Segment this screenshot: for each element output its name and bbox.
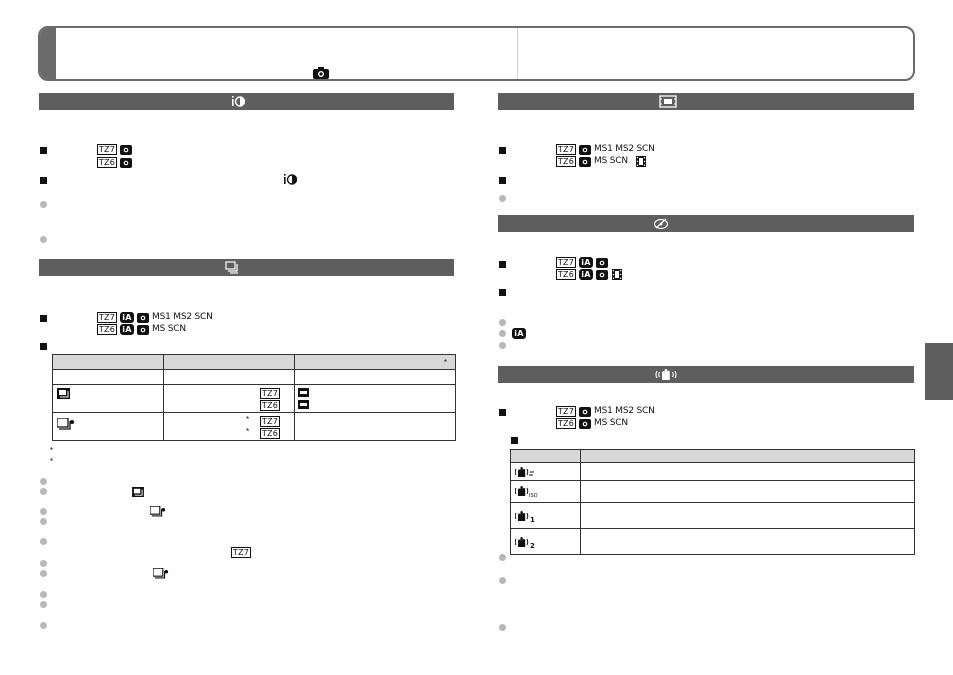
table-cell (53, 385, 164, 413)
bullet-dot (40, 478, 47, 485)
focus-fixed-icon (298, 400, 309, 409)
ia-mode-icon: iA (120, 324, 134, 335)
model-badge-tz7: TZ7 (98, 313, 116, 322)
model-badge-tz6: TZ6 (557, 157, 575, 166)
camera-icon (120, 144, 132, 155)
burst-icon (132, 487, 144, 497)
intelligent-exposure-icon (283, 173, 297, 186)
camera-icon (137, 324, 149, 335)
digital-zoom-icon (659, 95, 677, 108)
mode-list: MS1 MS2 SCN (594, 144, 655, 154)
header-tab (40, 28, 56, 79)
bullet-dot (40, 508, 47, 515)
section-bar-burst (39, 259, 454, 276)
camera-icon (579, 156, 591, 167)
mode-list: MS SCN (594, 156, 628, 166)
footnote-asterisk: * (246, 415, 250, 424)
header-divider (517, 28, 518, 79)
table-header-cell (581, 450, 915, 463)
stabilizer-auto-icon (515, 485, 539, 498)
model-badge-tz6: TZ6 (98, 325, 116, 334)
stabilizer-mode-table (510, 449, 915, 555)
footnote-asterisk: * (50, 446, 54, 455)
camera-icon (579, 418, 591, 429)
bullet-dot (40, 601, 47, 608)
bullet-square (40, 343, 47, 350)
mode-list: MS1 MS2 SCN (152, 312, 213, 322)
table-cell (511, 481, 581, 503)
burst-icon (225, 261, 239, 274)
bullet-square (40, 315, 47, 322)
bullet-dot (499, 342, 506, 349)
motion-picture-icon (636, 156, 646, 167)
svg-text:2: 2 (530, 542, 535, 548)
ia-mode-icon: iA (120, 312, 134, 323)
ia-mode-icon: iA (512, 328, 526, 339)
bullet-dot (499, 330, 506, 337)
table-header-cell (53, 355, 164, 370)
chapter-tab (925, 343, 953, 400)
table-cell (511, 529, 581, 555)
table-cell (295, 413, 456, 441)
bullet-dot (40, 622, 47, 629)
motion-picture-icon (612, 269, 622, 280)
model-badge-tz7: TZ7 (232, 548, 250, 557)
model-badge-tz7: TZ7 (98, 145, 116, 154)
camera-icon (596, 269, 608, 280)
model-badge-tz7: TZ7 (261, 389, 279, 398)
model-badge-tz7: TZ7 (557, 258, 575, 267)
footnote-asterisk: * (50, 457, 54, 466)
model-badge-tz6: TZ6 (261, 429, 279, 438)
burst-auto-icon (150, 506, 166, 517)
burst-auto-icon (57, 418, 75, 430)
stabilizer-mode1-icon (515, 510, 537, 522)
bullet-dot (40, 236, 47, 243)
table-cell (511, 503, 581, 529)
stabilizer-auto-icon (515, 466, 539, 478)
table-cell (295, 370, 456, 385)
intelligent-exposure-icon (231, 95, 245, 108)
burst-auto-icon (153, 568, 169, 579)
model-badge-tz7: TZ7 (261, 417, 279, 426)
bullet-dot (40, 518, 47, 525)
camera-icon (579, 144, 591, 155)
camera-icon (313, 67, 329, 79)
model-badge-tz6: TZ6 (557, 419, 575, 428)
ia-mode-icon: iA (579, 257, 593, 268)
page-header-frame (38, 26, 915, 81)
bullet-dot (40, 538, 47, 545)
af-assist-icon (653, 217, 669, 230)
bullet-square (499, 289, 506, 296)
section-bar-stabilizer (498, 366, 914, 383)
table-cell (53, 370, 164, 385)
table-cell (581, 529, 915, 555)
burst-settings-table (52, 354, 456, 441)
camera-icon (596, 257, 608, 268)
mode-list: MS1 MS2 SCN (594, 406, 655, 416)
mode-list: MS SCN (152, 324, 186, 334)
section-bar-intelligent-exposure (39, 93, 454, 110)
bullet-dot (40, 591, 47, 598)
bullet-dot (499, 577, 506, 584)
table-cell (164, 413, 295, 441)
section-bar-af-assist-lamp (498, 215, 914, 232)
bullet-dot (499, 195, 506, 202)
table-cell (164, 385, 295, 413)
bullet-square (499, 147, 506, 154)
stabilizer-mode2-icon (515, 536, 537, 548)
svg-text:1: 1 (530, 516, 535, 522)
bullet-dot (499, 554, 506, 561)
table-header-cell (164, 355, 295, 370)
bullet-dot (40, 201, 47, 208)
bullet-dot (40, 570, 47, 577)
bullet-square (511, 437, 518, 444)
footnote-asterisk: * (443, 358, 447, 367)
focus-fixed-icon (298, 388, 309, 397)
camera-icon (120, 157, 132, 168)
table-cell (53, 413, 164, 441)
table-cell (164, 370, 295, 385)
model-badge-tz6: TZ6 (261, 401, 279, 410)
bullet-square (40, 147, 47, 154)
bullet-square (499, 177, 506, 184)
section-bar-digital-zoom (498, 93, 914, 110)
bullet-dot (40, 488, 47, 495)
bullet-dot (499, 319, 506, 326)
bullet-square (499, 261, 506, 268)
model-badge-tz6: TZ6 (98, 158, 116, 167)
table-header-cell (295, 355, 456, 370)
footnote-asterisk: * (246, 427, 250, 436)
ia-mode-icon: iA (579, 269, 593, 280)
model-badge-tz6: TZ6 (557, 270, 575, 279)
table-cell (581, 463, 915, 481)
burst-icon (57, 388, 70, 399)
stabilizer-icon (655, 368, 677, 381)
bullet-square (40, 177, 47, 184)
bullet-square (499, 409, 506, 416)
mode-list: MS SCN (594, 418, 628, 428)
table-cell (581, 481, 915, 503)
bullet-dot (40, 560, 47, 567)
table-cell (295, 385, 456, 413)
table-cell (581, 503, 915, 529)
bullet-dot (499, 624, 506, 631)
table-header-cell (511, 450, 581, 463)
svg-text:ISO: ISO (529, 493, 538, 498)
camera-icon (137, 312, 149, 323)
camera-icon (579, 406, 591, 417)
table-cell (511, 463, 581, 481)
model-badge-tz7: TZ7 (557, 145, 575, 154)
model-badge-tz7: TZ7 (557, 407, 575, 416)
